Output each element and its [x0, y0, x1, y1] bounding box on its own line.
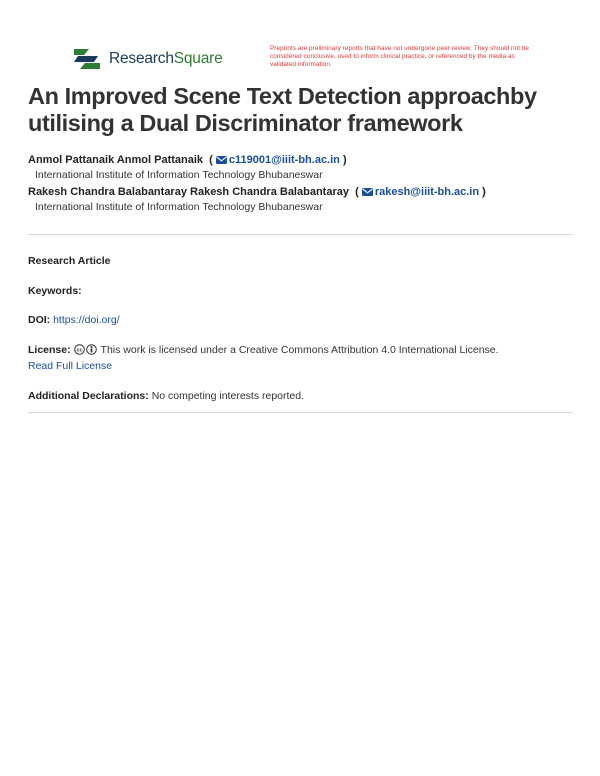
preprint-disclaimer: Preprints are preliminary reports that have not undergone peer review. They should not be considered conclusive, used to inform clinical practice, or referenced by the media as validated information.	[270, 45, 530, 68]
envelope-icon	[362, 188, 373, 196]
research-square-logo-icon	[72, 47, 102, 71]
logo-wordmark	[109, 50, 223, 68]
research-square-logo[interactable]	[72, 47, 223, 71]
author-entry: Rakesh Chandra Balabantaray Rakesh Chandra Balabantaray ( rakesh@iiit-bh.ac.in )	[28, 186, 486, 198]
section-divider	[28, 234, 573, 235]
author-email: c119001@iiit-bh.ac.in	[228, 154, 340, 166]
author-email-link[interactable]	[362, 186, 482, 198]
license-row	[28, 342, 573, 374]
creative-commons-icon	[74, 344, 98, 355]
author-entry: Anmol Pattanaik Anmol Pattanaik ( c119001@iiit-bh.ac.in )	[28, 154, 347, 166]
declarations-label: Additional Declarations:	[28, 390, 149, 402]
license-text: This work is licensed under a Creative Commons Attribution 4.0 International License.	[100, 344, 499, 356]
logo-research-text: Research	[109, 50, 174, 67]
author-email-link[interactable]	[216, 154, 343, 166]
doi-link[interactable]: https://doi.org/	[53, 314, 120, 326]
doi-label: DOI:	[28, 314, 51, 326]
declarations-text: No competing interests reported.	[151, 390, 305, 402]
author-affiliation: International Institute of Information Technology Bhubaneswar	[35, 201, 323, 213]
svg-text:cc: cc	[75, 347, 83, 354]
envelope-icon	[216, 156, 227, 164]
author-email: rakesh@iiit-bh.ac.in	[374, 186, 480, 198]
doi-row	[28, 312, 120, 328]
author-list	[28, 153, 573, 217]
logo-square-text: Square	[173, 50, 223, 67]
page-header	[0, 0, 600, 80]
read-full-license-link[interactable]: Read Full License	[28, 360, 113, 372]
keywords-row	[28, 283, 82, 299]
keywords-label: Keywords:	[28, 285, 82, 297]
declarations-row	[28, 388, 304, 404]
author-affiliation: International Institute of Information Technology Bhubaneswar	[35, 169, 323, 181]
article-type	[28, 253, 111, 269]
section-divider	[28, 412, 573, 413]
paper-title: An Improved Scene Text Detection approachby utilising a Dual Discriminator framework	[28, 83, 537, 136]
article-type-label: Research Article	[28, 255, 111, 267]
license-label: License:	[28, 344, 71, 356]
author-name: Anmol Pattanaik Anmol Pattanaik	[28, 154, 204, 166]
author-name: Rakesh Chandra Balabantaray Rakesh Chandra Balabantaray	[28, 186, 349, 198]
